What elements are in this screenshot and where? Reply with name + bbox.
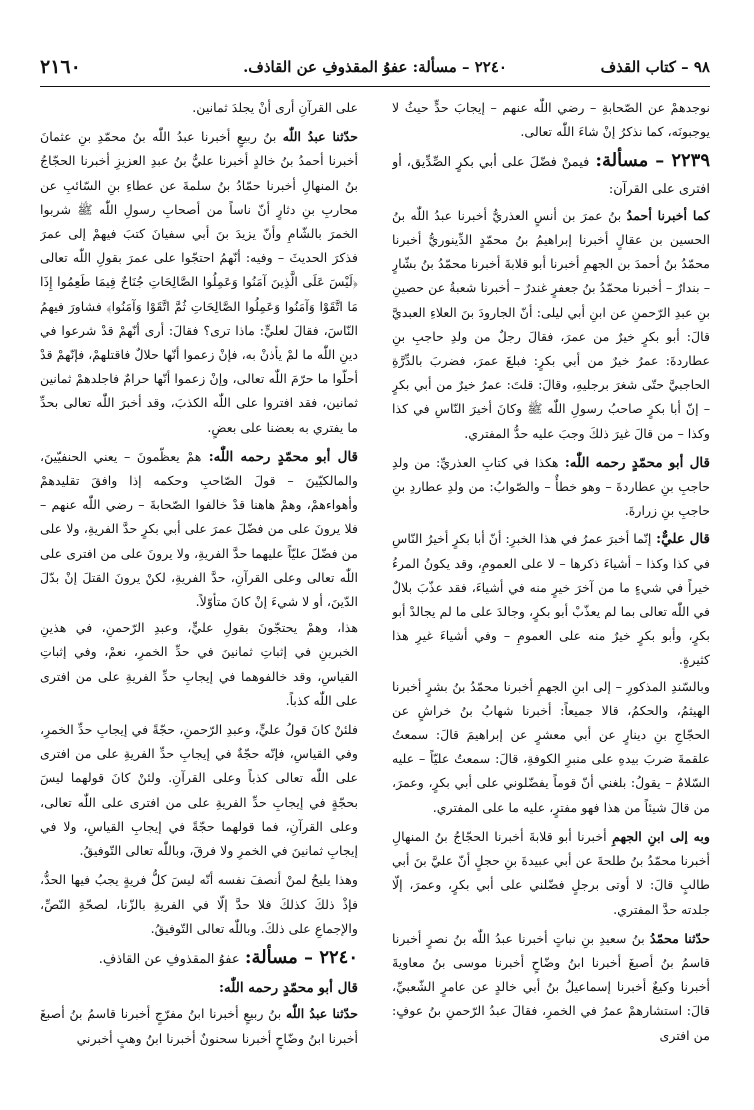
- speaker-name: قال أبو محمّدٍ رحمه اللّٰه:: [564, 454, 710, 471]
- paragraph: [40, 1002, 358, 1050]
- paragraph-text: بنُ عمرَ بن أنسٍ العذريُّ أخبرنا عبدُ اللّٰه بنُ الحسين بن عقالٍ أخبرنا إبراهيمُ بنُ محمّدٍ الدِّينوريُّ أخبرنا محمّدُ بنُ أحمدَ بن الجهمِ أخبرنا أبو قلابةَ أخبرنا محمّدُ بنُ بشّارٍ – بندارٌ – أخبرنا محمّدُ بنُ جعفرٍ غندرٌ – أخبرنا شعبةُ عن حصينِ بنِ عبدِ الرّحمنِ عن ابنِ أبي ليلى: أنّ الجارودَ بنَ العلاءِ العبديَّ قالَ: أبو بكرٍ خيرٌ من عمرَ، فقالَ رجلٌ من ولدِ حاجبِ بنِ عطاردةَ: عمرُ خيرٌ من أبي بكرٍ: فبلغَ عمرَ، فضربَ بالدِّرَّةِ الحاجبيَّ حتّى شغرَ برجليهِ، وقالَ: قلتَ: عمرُ خيرٌ من أبي بكرٍ – إنّ أبا بكرٍ صاحبُ رسولِ اللّٰه ﷺ وكانَ أخيرَ النّاسِ في كذا وكذا – من قالَ غيرَ ذلكَ وجبَ عليه حدُّ المفتري.: [392, 207, 710, 441]
- section-heading: [40, 946, 358, 972]
- paragraph: نوجدهمْ عن الصّحابةِ – رضي اللّٰه عنهم – إيجابَ حدٍّ حيثُ لا يوجبونَه، كما نذكرُ إنْ شاءَ اللّٰه تعالى.: [392, 100, 710, 140]
- paragraph: على القرآنِ أرى أنْ يجلدَ ثمانين.: [192, 100, 358, 115]
- speaker-name: قال عليٌّ:: [656, 531, 710, 548]
- paragraph-text: بنُ ربيعٍ أخبرنا عبدُ اللّٰه بنُ محمّدِ بنِ عثمانَ أخبرنا أحمدُ بنُ خالدٍ أخبرنا عليُّ بنُ عبدِ العزيزِ أخبرنا الحجّاجُ بنُ المنهالِ أخبرنا حمّادُ بنُ سلمةَ عن عطاءِ بنِ السّائبِ عن محاربِ بنِ دثارٍ أنّ ناساً من أصحابِ رسولِ اللّٰه ﷺ شربوا الخمرَ بالشّامِ وأنّ يزيدَ بنَ أبي سفيانَ كتبَ فيهمْ إلى عمرَ فذكرَ الحديثَ – وفيه: أنّهمُ احتجّوا على عمرَ بقولِ اللّٰه تعالى ﴿لَيْسَ عَلَى الَّذِينَ آمَنُوا وَعَمِلُوا الصَّالِحَاتِ جُنَاحٌ فِيمَا طَعِمُوا إِذَا مَا اتَّقَوْا وَآمَنُوا وَعَمِلُوا الصَّالِحَاتِ ثُمَّ اتَّقَوْا وَآمَنُوا﴾ فشاورَ فيهمُ النّاسَ، فقالَ لعليٍّ: ماذا ترى؟ فقالَ: أرى أنّهمْ قدْ شرعوا في دينِ اللّٰه ما لمْ يأذنْ به، فإنْ زعموا أنّها حلالٌ فاقتلهمْ، فإنّهمْ قدْ أحلّوا ما حرّمَ اللّٰه تعالى، وإنْ زعموا أنّها حرامٌ فاجلدهمْ ثمانين ثمانين، فقد افتروا على اللّٰه الكذبَ، وقد أخبرَ اللّٰه تعالى بحدِّ ما يفتري به بعضنا على بعضٍ.: [40, 129, 358, 435]
- paragraph-text: أخبرنا أبو قلابةَ أخبرنا الحجّاجُ بنُ المنهالِ أخبرنا محمّدُ بنُ طلحةَ عن أبي عبيدةَ بنِ حجلٍ أنّ عليَّ بنَ أبي طالبٍ قالَ: لا أوتى برجلٍ فضّلني على أبي بكرٍ، وعمرَ، إلّا جلدته حدَّ المفتري.: [392, 828, 710, 917]
- paragraph-lead: حدّثنا محمّدُ: [650, 930, 710, 946]
- speaker-note: [392, 527, 710, 672]
- running-title: ٢٢٤٠ – مسألة: عفوُ المقذوفِ عن القاذف.: [243, 58, 507, 76]
- paragraph: وهذا يليحُ لمنْ أنصفَ نفسه أنّه ليسَ كلُّ فريةٍ يجبُ فيها الحدُّ، فإذْ ذلكَ كذلكَ فلا حدَّ إلّا في الفريةِ بالزّنا، لصحّةِ النّصِّ، والإجماعِ على ذلكَ. وباللّٰه تعالى التّوفيقُ.: [40, 872, 358, 936]
- speaker-note: [40, 445, 358, 614]
- paragraph-lead: حدّثنا عبدُ اللّٰه: [282, 129, 358, 145]
- speaker-note: [40, 976, 358, 1000]
- speaker-text: إنّما أخبرَ عمرُ في هذا الخبرِ: أنّ أبا بكرٍ أخيرُ النّاسِ في كذا وكذا – أشياءَ ذكرها – لا على العمومِ، وقد يكونُ المرءُ خيراً في شيءٍ ما من آخرَ خيرٍ منه في أشياءَ، فقد عذّبَ بلالٌ في اللّٰه تعالى بما لم يعذّبْ أبو بكرٍ، وجالدَ على ما لم يجالدْ أبو بكرٍ، وأبو بكرٍ خيرٌ منه على العمومِ – وفي أشياءَ غيرِ هذا كثيرةٍ.: [392, 531, 710, 668]
- speaker-text: هكذا في كتابِ العذريِّ: من ولدِ حاجبِ بنِ عطاردةَ – وهو خطأٌ – والصّوابُ: من ولدِ عطاردِ بنِ حاجبِ بنِ زرارةَ.: [392, 454, 710, 519]
- paragraph: [392, 204, 710, 446]
- running-header: [40, 52, 710, 87]
- paragraph-lead: كما أخبرنا أحمدُ: [626, 207, 710, 223]
- chapter-label: ٩٨ – كتاب القذف: [600, 58, 710, 76]
- paragraph-lead: وبه إلى ابنِ الجهمِ: [612, 828, 710, 844]
- paragraph-text: بنُ سعيدِ بنِ نباتٍ أخبرنا عبدُ اللّٰه بنُ نصرٍ أخبرنا قاسمُ بنُ أصبغَ أخبرنا ابنُ وضّاحٍ أخبرنا موسى بنُ معاويةَ أخبرنا وكيعٌ أخبرنا إسماعيلُ بنُ أبي خالدٍ عن عامرٍ الشّعبيِّ، قالَ: استشارهمْ عمرُ في الخمرِ، فقالَ عبدُ الرّحمنِ بنُ عوفٍ: من افترى: [392, 930, 710, 1043]
- section-heading: [392, 149, 710, 201]
- paragraph-text: بنُ ربيعٍ أخبرنا ابنُ مفرّجٍ أخبرنا قاسمُ بنُ أصبغَ أخبرنا ابنُ وضّاحٍ أخبرنا سحنونٌ أخبرنا ابنُ وهبٍ أخبرني: [40, 1006, 358, 1046]
- paragraph: فلئنْ كانَ قولُ عليٍّ، وعبدِ الرّحمنِ، حجّةً في إيجابِ حدِّ الخمرِ، وفي القياسِ، فإنّه حجّةٌ في إيجابِ حدِّ الفريةِ على من افترى على اللّٰه تعالى كذباً وعلى القرآنِ. ولئنْ كانَ قولهما ليسَ بحجّةٍ في إيجابِ حدِّ الفريةِ على من افترى على اللّٰه تعالى، وعلى القرآنِ، فما قولهما حجّةً في إيجابِ القياسِ، ولا في إيجابِ ثمانينَ في الخمرِ ولا فرقَ، وباللّٰه تعالى التّوفيقُ.: [40, 722, 358, 859]
- left-column: [40, 96, 358, 1086]
- speaker-note: [392, 451, 710, 524]
- paragraph: هذا، وهمْ يحتجّونَ بقولِ عليٍّ، وعبدِ الرّحمنِ، في هذينِ الخبرينِ في إثباتِ ثمانينَ في حدِّ الخمرِ، نعمْ، وفي إثباتِ القياسِ، وقد خالفوهما في إيجابِ حدِّ الفريةِ على من افترى على اللّٰه كذباً.: [40, 620, 358, 708]
- paragraph: [392, 927, 710, 1048]
- speaker-text: همْ يعظّمونَ – يعني الحنفيّينَ، والمالكيّينَ – قولَ الصّاحبِ وحكمه إذا وافقَ تقليدهمْ وأهواءهمْ، وهمْ هاهنا قدْ خالفوا الصّحابةَ – رضي اللّٰه عنهم – فلا يرونَ على من فضّلَ عمرَ على أبي بكرٍ حدَّ الفريةِ، ولا على من فضّلَ عليّاً عليهما حدَّ الفريةِ، ولا يرونَ على من افترى على اللّٰه تعالى وعلى القرآنِ، حدَّ الفريةِ، لكنْ يرونَ القتلَ إنْ بدّلَ الدّينَ، أو لا شيءَ إنْ كانَ متأوّلاً.: [40, 448, 358, 610]
- right-column: [392, 96, 710, 1086]
- speaker-name: قال أبو محمّدٍ رحمه اللّٰه:: [208, 448, 358, 465]
- section-number: ٢٢٣٩ – مسألة:: [595, 150, 710, 172]
- paragraph: وبالسّندِ المذكورِ – إلى ابنِ الجهمِ أخبرنا محمّدُ بنُ بشرٍ أخبرنا الهيثمُ، والحكمُ، قالا جميعاً: أخبرنا شهابُ بنُ خراشٍ عن الحجّاجِ بنِ دينارٍ عن أبي معشرٍ عن إبراهيمَ قالَ: سمعتُ علقمةَ ضربَ بيدهِ على منبرِ الكوفةِ، قالَ: سمعتُ عليّاً – عليه السّلامُ – يقولُ: بلغني أنّ قوماً يفضّلوني على أبي بكرٍ، وعمرَ، من قالَ شيئاً من هذا فهو مفترٍ، عليه ما على المفتري.: [392, 678, 710, 815]
- page-number: ٢١٦٠: [40, 56, 81, 78]
- section-number: ٢٢٤٠ – مسألة:: [244, 946, 358, 968]
- paragraph-lead: حدّثنا عبدُ اللّٰه: [286, 1006, 358, 1022]
- paragraph: [392, 825, 710, 922]
- paragraph: [40, 125, 358, 440]
- speaker-name: قال أبو محمّدٍ رحمه اللّٰه:: [219, 980, 358, 997]
- section-title: فيمنْ فضّلَ على أبي بكرٍ الصِّدِّيق، أو افترى على القرآن:: [392, 155, 710, 197]
- section-title: عفوُ المقذوفِ عن القاذفِ.: [98, 951, 240, 967]
